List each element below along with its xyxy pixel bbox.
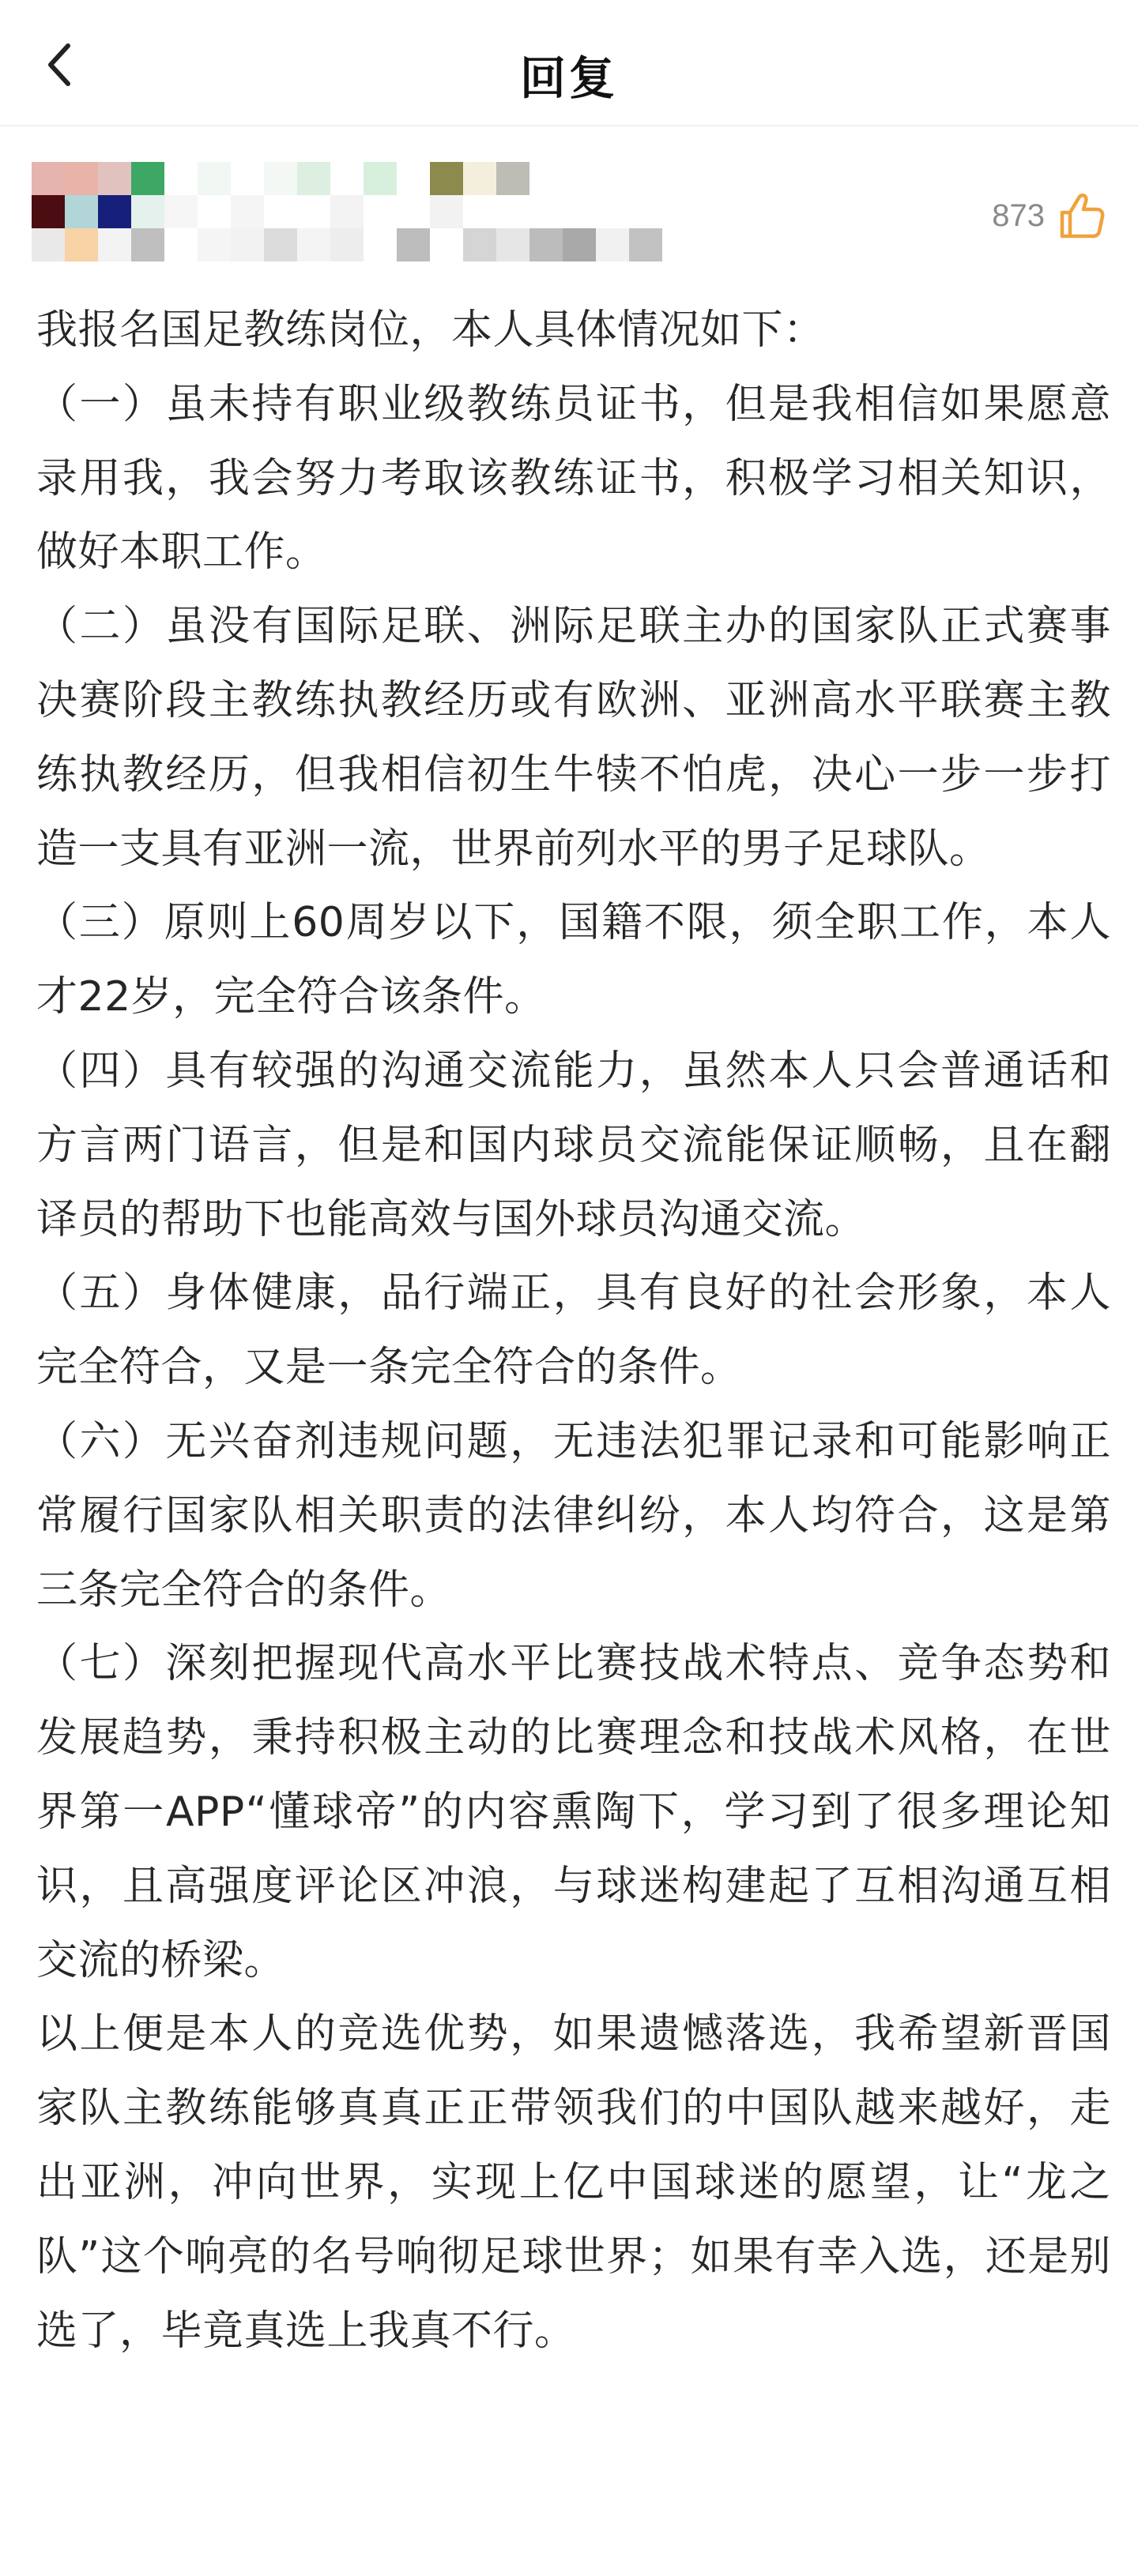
reply-paragraph: （四）具有较强的沟通交流能力，虽然本人只会普通话和方言两门语言，但是和国内球员交流能保证顺畅，且在翻译员的帮助下也能高效与国外球员沟通交流。: [36, 1047, 1111, 1243]
reply-paragraph: （三）原则上60周岁以下，国籍不限，须全职工作，本人才22岁，完全符合该条件。: [36, 899, 1111, 1021]
like-count: 873: [992, 197, 1045, 233]
reply-content: [36, 294, 1111, 2368]
page-title: 回复: [519, 51, 618, 105]
reply-paragraph: （一）虽未持有职业级教练员证书，但是我相信如果愿意录用我，我会努力考取该教练证书，积极学习相关知识，做好本职工作。: [36, 380, 1111, 577]
blurred-user-info[interactable]: [32, 162, 680, 273]
like-button[interactable]: [992, 184, 1106, 247]
reply-paragraph: （六）无兴奋剂违规问题，无违法犯罪记录和可能影响正常履行国家队相关职责的法律纠纷，本人均符合，这是第三条完全符合的条件。: [36, 1417, 1111, 1614]
comment-author-row: [32, 162, 1106, 273]
reply-paragraph: 我报名国足教练岗位，本人具体情况如下：: [36, 306, 825, 354]
nav-bar: [0, 0, 1138, 126]
reply-paragraph: （七）深刻把握现代高水平比赛技战术特点、竞争态势和发展趋势，秉持积极主动的比赛理念和技战术风格，在世界第一APP“懂球帝”的内容熏陶下，学习到了很多理论知识，且高强度评论区冲浪，与球迷构建起了互相沟通互相交流的桥梁。: [36, 1640, 1111, 1984]
reply-paragraph: 以上便是本人的竞选优势，如果遗憾落选，我希望新晋国家队主教练能够真真正正带领我们的中国队越来越好，走出亚洲，冲向世界，实现上亿中国球迷的愿望，让“龙之队”这个响亮的名号响彻足球世界；如果有幸入选，还是别选了，毕竟真选上我真不行。: [36, 2010, 1111, 2355]
reply-paragraph: （二）虽没有国际足联、洲际足联主办的国家队正式赛事决赛阶段主教练执教经历或有欧洲、亚洲高水平联赛主教练执教经历，但我相信初生牛犊不怕虎，决心一步一步打造一支具有亚洲一流，世界前列水平的男子足球队。: [36, 603, 1111, 873]
thumbs-up-icon: [1056, 190, 1106, 241]
reply-paragraph: （五）身体健康，品行端正，具有良好的社会形象，本人完全符合，又是一条完全符合的条件。: [36, 1269, 1111, 1392]
